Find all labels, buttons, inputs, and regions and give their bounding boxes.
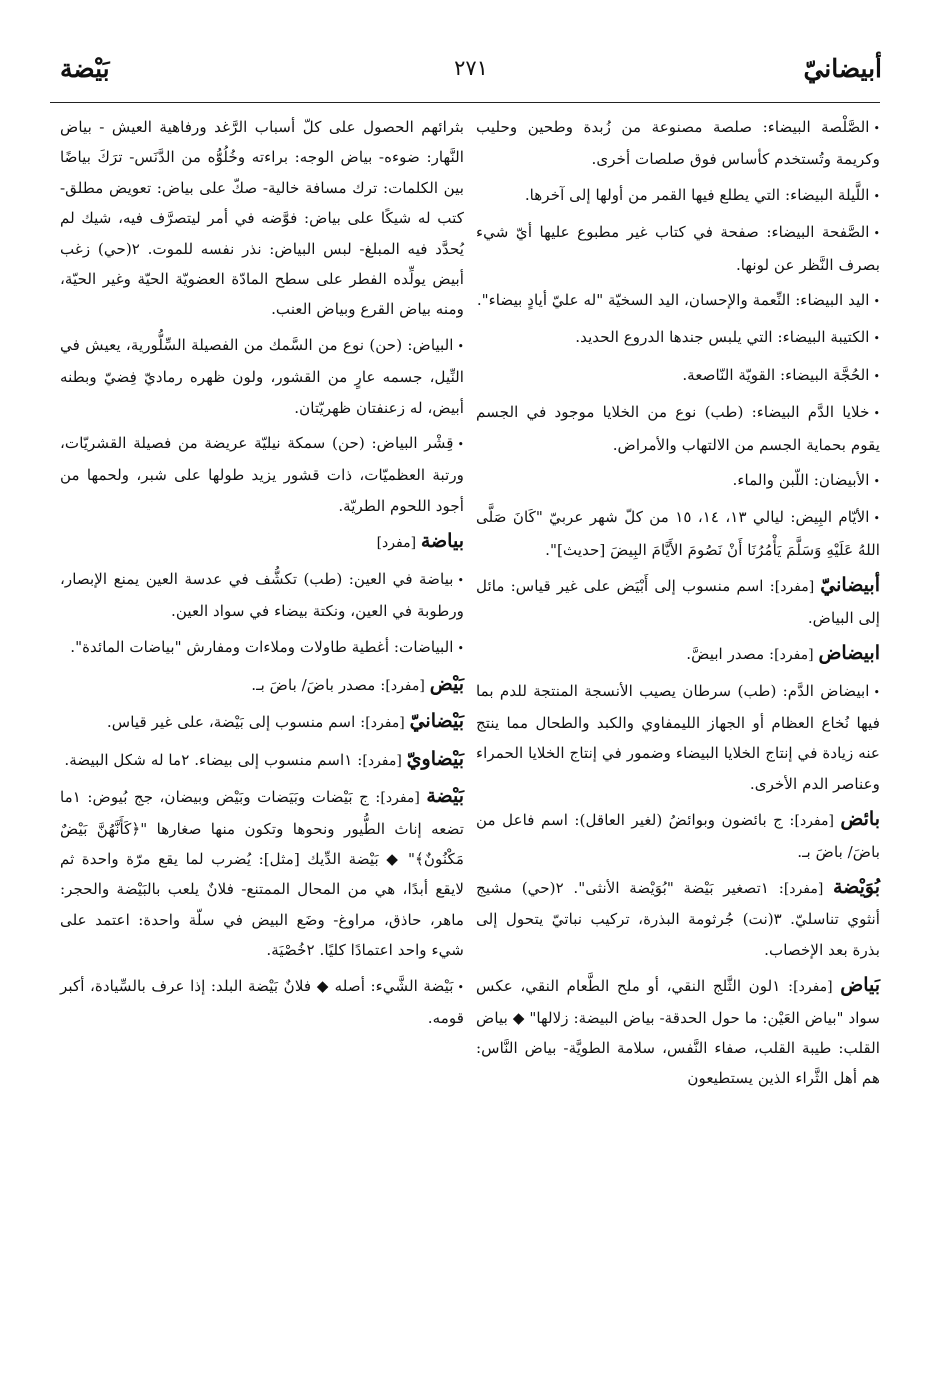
dictionary-entry: [60, 669, 464, 701]
grammar-tag: [مفرد]: [376, 535, 417, 552]
dictionary-entry: [476, 872, 880, 965]
dictionary-entry: [60, 706, 464, 738]
sub-entry: [476, 217, 880, 280]
bullet-icon: •: [457, 641, 464, 655]
grammar-tag: [مفرد]: [365, 715, 405, 732]
sub-entry: [60, 971, 464, 1034]
definition-text: : ١لون الثَّلج النقي، أو ملح الطَّعام النقي، عكس سواد "بياض العَيْن: ما حول الحدقة- بياض البيضة: زلالها" ◆ بياض القلب: طيبة القلب، صفاء النَّفس، سلامة الطويَّة- بياض النَّاس: هم أهل الثَّراء الذين يستطيعون: [476, 977, 880, 1088]
bullet-icon: •: [873, 407, 880, 421]
sub-entry: [476, 397, 880, 460]
sub-entry-text: البياضات: أغطية طاولات وملاءات ومفارش "بياضات المائدة".: [70, 637, 454, 656]
page-number: ٢٧١: [454, 56, 488, 80]
definition-text: : اسم منسوب إلى أَبْيَض على غير قياس: مائل إلى البياض.: [476, 577, 880, 627]
headword: بَيْض: [429, 672, 464, 695]
bullet-icon: •: [873, 332, 880, 346]
dictionary-entry: [476, 570, 880, 633]
sub-entry-text: بياضة في العين: (طب) تكشُّف في عدسة العين يمنع الإبصار، ورطوبة في العين، ونكتة بيضاء في سواد العين.: [60, 569, 464, 621]
sub-entry: [476, 360, 880, 392]
bullet-icon: •: [873, 295, 880, 309]
bullet-icon: •: [457, 573, 464, 587]
sub-entry: [476, 502, 880, 565]
grammar-tag: [مفرد]: [793, 979, 833, 996]
bullet-icon: •: [457, 339, 464, 353]
grammar-tag: [مفرد]: [774, 579, 815, 596]
sub-entry: [60, 564, 464, 627]
dictionary-entry: [60, 744, 464, 776]
sub-entry-text: الكتيبة البيضاء: التي يلبس جندها الدروع الحديد.: [575, 328, 870, 347]
sub-entry-text: الأيّام البِيض: ليالي ١٣، ١٤، ١٥ من كلّ شهر عربيّ "كَانَ صَلَّى اللهُ عَلَيْهِ وَسَلَّمَ يَأْمُرُنَا أَنْ نَصُومَ الأَيَّامَ البِيضَ [حديث]".: [476, 508, 880, 559]
headword: بُوَيْضة: [832, 875, 881, 898]
header-last-word: بَيْضة: [60, 54, 110, 83]
definition-text: : ج بائضون وبوائضُ (لغير العاقل): اسم فاعل من باضَ/ باضَ بـ.: [476, 811, 880, 861]
right-column: [476, 112, 880, 1099]
grammar-tag: [مفرد]: [774, 647, 814, 664]
dictionary-entry: [476, 638, 880, 670]
bullet-icon: •: [457, 980, 464, 994]
bullet-icon: •: [873, 512, 880, 526]
bullet-icon: •: [873, 475, 880, 489]
grammar-tag: [مفرد]: [362, 752, 402, 769]
sub-entry-text: اليد البيضاء: النِّعمة والإحسان، اليد السخيّة "له عليّ أيادٍ بيضاء".: [476, 291, 870, 310]
sub-entry: [60, 632, 464, 664]
headword: بَيْضاويّ: [406, 747, 464, 770]
sub-entry: [476, 112, 880, 175]
bullet-icon: •: [873, 369, 880, 383]
sub-entry: [60, 330, 464, 423]
grammar-tag: [مفرد]: [783, 880, 824, 897]
headword: بياضة: [420, 530, 464, 553]
sub-entry-text: الصَّفحة البيضاء: صفحة في كتاب غير مطبوع عليها أيّ شيء بصرف النَّظر عن لونها.: [476, 223, 880, 274]
left-column: [60, 112, 464, 1038]
dictionary-entry: [476, 970, 880, 1094]
dictionary-entry: [476, 804, 880, 867]
sub-entry-text: ابيضاض الدَّم: (طب) سرطان يصيب الأنسجة المنتجة للدم بما فيها نُخاع العظام أو الجهاز الليمفاوي والكبد والطحال مما ينتج عنه زيادة في إنتاج الخلايا البيضاء وضمور في إنتاج الخلايا الحمراء وعناصر الدم الأخرى.: [476, 681, 880, 793]
sub-entry-text: الصَّلْصة البيضاء: صلصة مصنوعة من زُبدة وطحين وحليب وكريمة وتُستخدم كأساس فوق صلصات أخرى.: [476, 118, 880, 169]
sub-entry: [476, 676, 880, 800]
definition-text: : ١تصغير بَيْضة "بُوَيْضة الأنثى". ٢(حي) مشيج أنثوي تناسليّ. ٣(نت) جُرثومة البذرة، تركيب نباتيّ يتحول إلى بذرة بعد الإخصاب.: [476, 878, 880, 959]
page-header: [60, 48, 882, 98]
grammar-tag: [مفرد]: [794, 813, 834, 830]
header-rule: [50, 102, 880, 103]
headword: بائض: [840, 808, 881, 831]
sub-entry-text: خلايا الدَّم البيضاء: (طب) نوع من الخلايا موجود في الجسم يقوم بحماية الجسم من الالتهاب والأمراض.: [476, 403, 880, 454]
definition-text: : ج بَيْضات وبَيَضات وبَيْض وبيضان، جج بُيوض: ١ما تضعه إناث الطُّيور ونحوها وتكون منها صغارها "﴿كَأَنَّهُنَّ بَيْضٌ مَكْنُونٌ﴾" ◆ بَيْضة الدِّيك [مثل]: يُضرب لما يقع مرّة واحدة ثم لايقع أبدًا، هي من المحال الممتنع- فلانٌ يلعب بالبَيْضة والحجر: ماهر، حاذق، مراوغ- وضَع البيض في سلّة واحدة: اعتمد على شيء واحد اعتمادًا كليًا. ٢خُصْيَة.: [60, 788, 464, 960]
sub-entry-text: بَيْضة الشَّيء: أصله ◆ فلانٌ بَيْضة البلد: إذا عرف بالسِّيادة، أكبر قومه.: [60, 976, 464, 1027]
dictionary-entry: [60, 781, 464, 965]
definition-text: : مصدر باضَ/ باضَ بـ.: [251, 675, 386, 694]
bullet-icon: •: [873, 227, 880, 241]
headword: بَيْضانيّ: [409, 710, 464, 733]
dictionary-entry: [60, 526, 464, 558]
header-first-word: أبيضانيّ: [803, 54, 882, 83]
grammar-tag: [مفرد]: [385, 677, 425, 694]
grammar-tag: [مفرد]: [380, 790, 420, 807]
sub-entry: [60, 428, 464, 521]
sub-entry-text: الأبيضان: اللّبن والماء.: [732, 471, 870, 490]
sub-entry-text: الحُجَّة البيضاء: القويّة النّاصعة.: [682, 365, 870, 384]
sub-entry: [476, 465, 880, 497]
headword: ابيضاض: [818, 642, 880, 665]
bullet-icon: •: [873, 685, 880, 699]
sub-entry: [476, 322, 880, 354]
headword: بَيْضة: [426, 785, 464, 808]
definition-text: : مصدر ابيضَّ.: [686, 645, 775, 664]
bullet-icon: •: [873, 122, 880, 135]
definition-text: : ١اسم منسوب إلى بيضاء. ٢ما له شكل البيضة.: [64, 750, 363, 769]
headword: أبيضانيّ: [820, 574, 880, 597]
sub-entry-text: البياض: (حن) نوع من السَّمك من الفصيلة السِّلُّورية، يعيش في النِّيل، جسمه عارٍ من القشور، ولون ظهره رماديّ فِضيّ وبطنه أبيض، له زعنفتان ظهريّتان.: [60, 335, 464, 417]
bullet-icon: •: [873, 189, 880, 203]
bullet-icon: •: [457, 438, 464, 452]
sub-entry-text: اللَّيلة البيضاء: التي يطلع فيها القمر من أولها إلى آخرها.: [524, 185, 870, 204]
sub-entry: [476, 285, 880, 317]
sub-entry-text: قِشْر البياض: (حن) سمكة نيليّة عريضة من فصيلة القشريّات، ورتبة العظميّات، ذات قشور يزيد طولها على شبر، ولحمها من أجود اللحوم الطريّة.: [60, 434, 464, 515]
definition-text: : اسم منسوب إلى بَيْضة، على غير قياس.: [106, 713, 366, 732]
continued-text: بثرائهم الحصول على كلّ أسباب الرَّغد ورفاهية العيش - بياض النَّهار: ضوءه- بياض الوجه: براءته وخُلُوُّه من الدَّنَس- ترَكَ بياضًا بين الكلمات: ترك مسافة خالية- صكّ على بياض: تعويض مطلق- كتب له شيكًا على بياض: فوَّضه في أمر ليتصرَّف فيه، شيك لم يُحدَّد فيه المبلغ- لبس البياض: نذر نفسه للموت. ٢(حي) زغب أبيض يولِّده الفطر على سطح المادّة العضويّة الحيّة وغير الحيّة، ومنه بياض القرع وبياض العنب.: [60, 118, 464, 319]
sub-entry: [476, 180, 880, 212]
headword: بَياض: [840, 974, 881, 997]
